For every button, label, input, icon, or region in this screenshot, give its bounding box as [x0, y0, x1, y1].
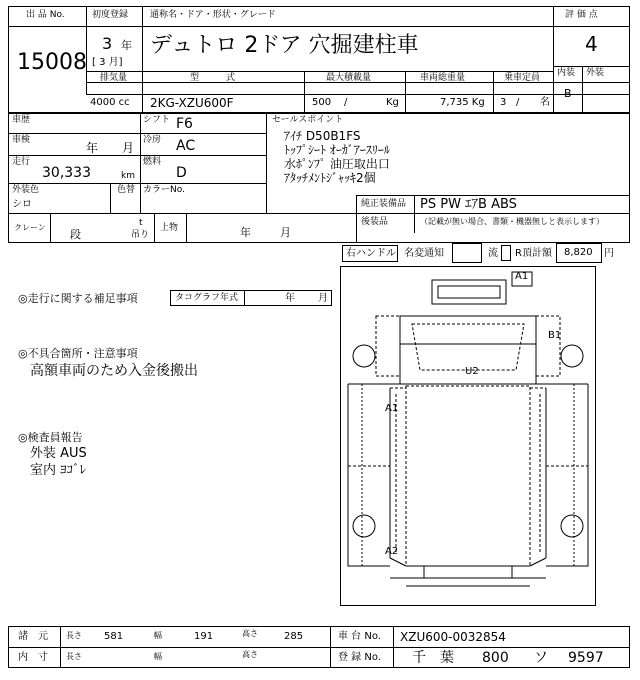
score-label: 評 価 点: [565, 10, 598, 20]
sales-point-line: ｱﾀｯﾁﾒﾝﾄｼﾞｬｯｷ2個: [284, 171, 376, 185]
displacement-label: 排気量: [100, 73, 128, 83]
r-total-unit: 円: [604, 248, 614, 259]
inspection-label: 車検: [12, 135, 31, 145]
history-label: 車歴: [12, 115, 31, 125]
first-reg-label: 初度登録: [92, 10, 129, 20]
genuine-equipment-label: 純正装備品: [361, 199, 407, 209]
chassis-label: 車 台 No.: [338, 631, 381, 642]
defects-text: 高額車両のため入金後搬出: [30, 363, 198, 379]
capacity-slash: /: [516, 97, 520, 108]
model-code: 2KG-XZU600F: [150, 96, 234, 110]
shift: F6: [176, 116, 193, 132]
damage-mark-a2: A2: [385, 546, 399, 557]
vehicle-name: デュトロ 2ドア 穴掘建柱車: [150, 33, 419, 58]
chassis-number: XZU600-0032854: [400, 630, 506, 644]
mount-month-unit: 月: [280, 226, 291, 239]
first-reg-year: 3: [102, 34, 113, 53]
sales-point-line: 水ﾎﾟﾝﾌﾟ 油圧取出口: [284, 157, 390, 171]
tachograph-month-unit: 月: [318, 293, 328, 304]
ac: AC: [176, 138, 196, 154]
dims-label: 諸 元: [18, 631, 48, 642]
flow-label: 流: [488, 248, 498, 259]
vehicle-name-label: 通称名・ドア・形状・グレード: [150, 10, 276, 20]
crane-stage-unit: 段: [70, 228, 81, 241]
sales-point-line: ｱｲﾁ D50B1FS: [284, 129, 361, 143]
color-code-label: カラーNo.: [143, 185, 185, 195]
fuel: D: [176, 165, 187, 181]
damage-mark-top: A1: [515, 271, 529, 282]
capacity-label: 乗車定員: [504, 73, 541, 83]
tachograph-label: タコグラフ年式: [175, 293, 239, 303]
fuel-label: 燃料: [143, 157, 162, 167]
displacement: 4000 cc: [90, 97, 130, 108]
sales-point-line: ﾄｯﾌﾟｼｰﾄ ｵｰｶﾞｱｰｽﾘｰﾙ: [284, 143, 390, 157]
inspector-label: ◎検査員報告: [18, 431, 83, 444]
length-label: 長さ: [66, 631, 82, 640]
exterior-color-label: 外装色: [12, 185, 40, 195]
max-load: 500: [312, 97, 332, 108]
first-reg-month: [ 3 月]: [92, 57, 123, 68]
inspector-line: 室内 ﾖｺﾞﾚ: [30, 463, 87, 478]
name-change-box: [452, 243, 482, 263]
crane-hang-unit: 吊り: [131, 230, 150, 240]
interior-height-label: 高さ: [242, 650, 258, 659]
aftermarket-note: （記載が無い場合、書類・機器無しと表示します）: [420, 217, 604, 226]
mileage-label: 走行: [12, 157, 31, 167]
score-value: 4: [585, 32, 598, 56]
aftermarket-label: 後装品: [361, 217, 389, 227]
mileage-unit: km: [121, 171, 135, 181]
gross-weight-label: 車両総重量: [420, 73, 466, 83]
max-load-unit: Kg: [386, 97, 399, 108]
registration-label: 登 録 No.: [338, 652, 381, 663]
right-hand-label: 右ハンドル: [346, 248, 396, 259]
crane-t-unit: t: [139, 218, 143, 228]
defects-label: ◎不具合箇所・注意事項: [18, 347, 138, 360]
genuine-equipment: PS PW ｴｱB ABS: [420, 197, 517, 212]
height-label: 高さ: [242, 629, 258, 638]
capacity: 3: [500, 97, 507, 108]
registration-area: 千 葉: [412, 650, 454, 666]
mount-year-unit: 年: [240, 226, 251, 239]
registration-class: 800: [482, 650, 509, 666]
max-load-slash: /: [344, 97, 348, 108]
lot-no-label: 出 品 No.: [26, 10, 65, 20]
capacity-unit: 名: [540, 97, 550, 108]
interior-grade: B: [564, 87, 572, 100]
lot-number: 15008: [17, 50, 87, 75]
gross-weight: 7,735 Kg: [440, 97, 485, 108]
model-label: 型 式: [190, 73, 236, 83]
ac-label: 冷房: [143, 135, 162, 145]
color-change-label: 色替: [117, 185, 136, 195]
crane-label: クレーン: [14, 223, 46, 232]
interior-dims-label: 内 寸: [18, 652, 48, 663]
inspection-month-unit: 月: [122, 141, 135, 155]
sales-points-list: [284, 129, 390, 185]
width-label: 幅: [154, 631, 162, 640]
shift-label: シフト: [143, 115, 171, 125]
sales-points-label: セールスポイント: [272, 115, 344, 125]
interior-grade-label: 内装: [557, 68, 576, 78]
exterior-color: シロ: [12, 199, 32, 210]
flow-box: [501, 245, 511, 261]
driving-notes-label: ◎走行に関する補足事項: [18, 292, 138, 305]
length: 581: [104, 631, 124, 642]
mount-label: 上物: [160, 223, 179, 233]
interior-length-label: 長さ: [66, 652, 82, 661]
first-reg-year-unit: 年: [121, 39, 132, 52]
inspection-year-unit: 年: [86, 141, 99, 155]
mileage: 30,333: [42, 165, 91, 181]
height: 285: [284, 631, 304, 642]
exterior-grade-label: 外装: [586, 68, 605, 78]
r-total-label: R頂計額: [515, 248, 552, 259]
vehicle-diagram: [340, 266, 596, 606]
damage-mark-b1: B1: [548, 330, 562, 341]
max-load-label: 最大積載量: [326, 73, 372, 83]
name-change-label: 名変通知: [404, 248, 444, 259]
damage-mark-a1-side: A1: [385, 403, 399, 414]
tachograph-year-unit: 年: [285, 293, 295, 304]
r-total-value: 8,820: [564, 247, 593, 258]
inspector-line: 外装 AUS: [30, 446, 87, 461]
registration-number: 9597: [568, 650, 604, 666]
interior-width-label: 幅: [154, 652, 162, 661]
width: 191: [194, 631, 214, 642]
registration-kana: ソ: [534, 650, 548, 666]
damage-mark-u2: U2: [465, 366, 479, 377]
